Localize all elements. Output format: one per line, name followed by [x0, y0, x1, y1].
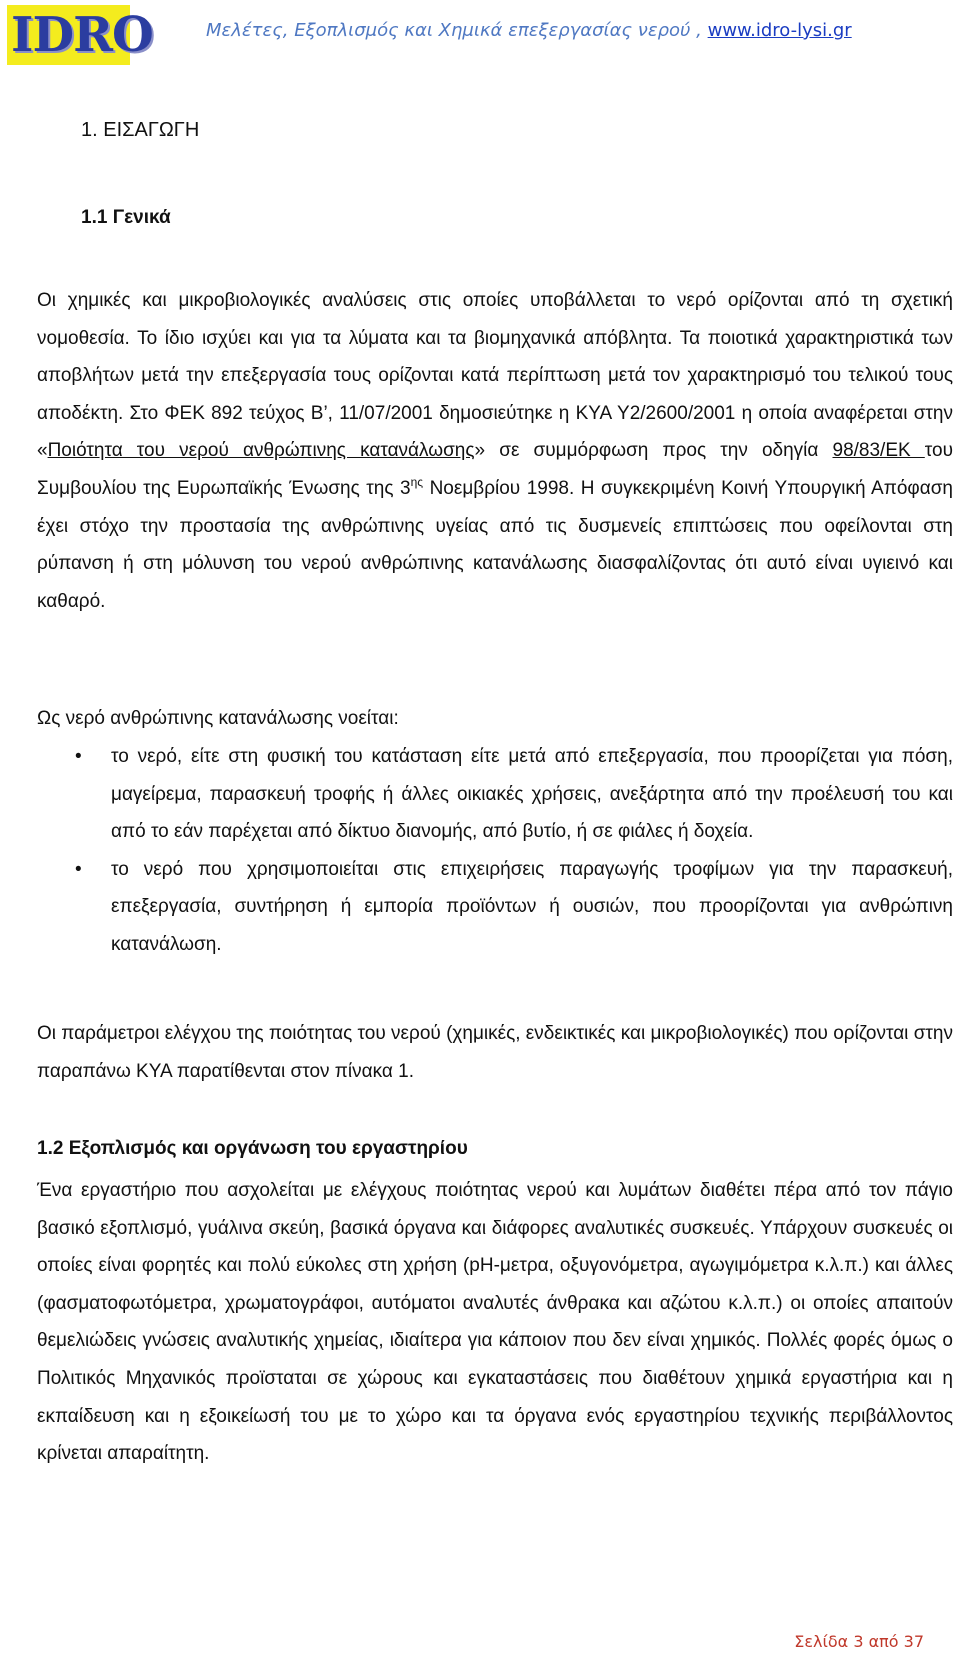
page-header — [0, 0, 960, 70]
logo-text: IDRO — [11, 7, 153, 63]
intro-text-3: του Συμβουλίου της Ευρωπαϊκής Ένωσης της 3 — [37, 440, 953, 499]
parameters-paragraph: Οι παράμετροι ελέγχου της ποιότητας του νερού (χημικές, ενδεικτικές και μικροβιολογικές) που ορίζονται στην παραπάνω ΚΥΑ παρατίθενται στον πίνακα 1. — [37, 1023, 953, 1082]
intro-text-1: Οι χημικές και μικροβιολογικές αναλύσεις στις οποίες υποβάλλεται το νερό ορίζονται από τη σχετική νομοθεσία. Το ίδιο ισχύει και για τα λύματα και τα βιομηχανικά απόβλητα. Τα ποιοτικά χαρακτηριστικά των αποβλήτων μετά την επεξεργασία τους ορίζονται κατά περίπτωση μετά τον χαρακτηρισμό του τελικού τους αποδέκτη. Στο ΦΕΚ 892 τεύχος Β’, 11/07/2001 δημοσιεύτηκε η ΚΥΑ Υ2/2600/2001 η οποία αναφέρεται στην « — [37, 290, 953, 462]
tagline-text: Μελέτες, Εξοπλισμός και Χημικά επεξεργασίας νερού , — [206, 20, 708, 41]
definition-lead: Ως νερό ανθρώπινης κατανάλωσης νοείται: — [37, 708, 399, 729]
header-tagline — [206, 20, 852, 41]
website-link[interactable]: www.idro-lysi.gr — [707, 20, 852, 41]
idro-logo — [7, 5, 153, 65]
section-heading-1: 1. ΕΙΣΑΓΩΓΗ — [81, 119, 200, 141]
list-item-text: το νερό που χρησιμοποιείται στις επιχειρήσεις παραγωγής τροφίμων για την παρασκευή, επεξεργασία, συντήρηση ή εμπορία προϊόντων ή ουσιών, που προορίζονται για ανθρώπινη κατανάλωση. — [111, 858, 953, 955]
intro-text-4: Νοεμβρίου 1998. Η συγκεκριμένη Κοινή Υπουργική Απόφαση έχει στόχο την προστασία της ανθρώπινης υγείας από τις δυσμενείς επιπτώσεις που οφείλονται στη ρύπανση ή στη μόλυνση του νερού ανθρώπινης κατανάλωσης διασφαλίζοντας ότι αυτό είναι υγιεινό και καθαρό. — [37, 477, 953, 612]
underlined-title: Ποιότητα του νερού ανθρώπινης κατανάλωσης — [47, 440, 475, 462]
directive-reference: 98/83/ΕΚ — [832, 440, 925, 462]
page-number: Σελίδα 3 από 37 — [794, 1632, 924, 1651]
ordinal-suffix: ης — [410, 474, 424, 489]
list-item — [0, 738, 953, 851]
lab-paragraph: Ένα εργαστήριο που ασχολείται με ελέγχους ποιότητας νερού και λυμάτων διαθέτει πέρα από τον πάγιο βασικό εξοπλισμό, γυάλινα σκεύη, βασικά όργανα και διάφορες αναλυτικές συσκευές. Υπάρχουν συσκευές οι οποίες είναι φορητές και πολύ εύκολες στη χρήση (pH-μετρα, οξυγονόμετρα, αγωγιμόμετρα κ.λ.π.) και άλλες (φασματοφωτόμετρα, χρωματογράφοι, αυτόματοι αναλυτές άνθρακα και αζώτου κ.λ.π.) οι οποίες απαιτούν θεμελιώδεις γνώσεις αναλυτικής χημείας, ιδιαίτερα για κάποιον που δεν είναι χημικός. Πολλές φορές όμως ο Πολιτικός Μηχανικός προϊσταται σε χώρους και εγκαταστάσεις που διαθέτουν χημικά εργαστήρια και η εκπαίδευση και η εξοικείωσή του με το χώρο και τα όργανα ενός εργαστηρίου τεχνικής περιβάλλοντος κρίνεται απαραίτητη. — [37, 1180, 953, 1465]
section-heading-1-1: 1.1 Γενικά — [81, 207, 171, 228]
definition-list — [0, 738, 953, 964]
intro-text-2: » σε συμμόρφωση προς την οδηγία — [474, 440, 833, 462]
bullet-icon: • — [75, 746, 82, 767]
intro-paragraph — [37, 282, 953, 620]
list-item-text: το νερό, είτε στη φυσική του κατάσταση είτε μετά από επεξεργασία, που προορίζεται για πόση, μαγείρεμα, παρασκευή τροφής ή άλλες οικιακές χρήσεις, ανεξάρτητα από την προέλευσή του και από το εάν παρέχεται από δίκτυο διανομής, από βυτίο, ή σε φιάλες ή δοχεία. — [111, 746, 953, 843]
list-item — [0, 851, 953, 964]
bullet-icon: • — [75, 858, 82, 880]
section-heading-1-2: 1.2 Εξοπλισμός και οργάνωση του εργαστηρίου — [37, 1138, 468, 1159]
